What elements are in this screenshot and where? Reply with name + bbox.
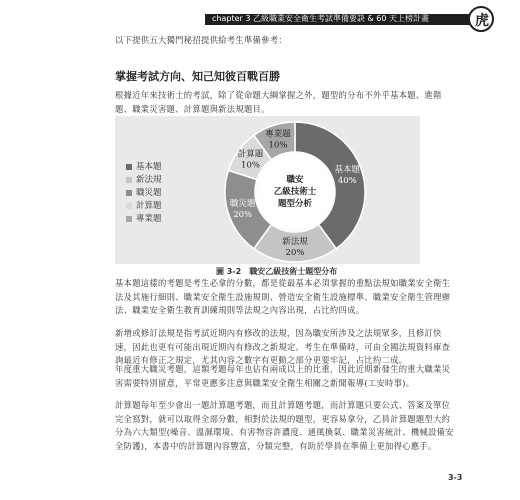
paragraph-calculation: 計算題每年至少會出一題計算題考題，而且計算題考題，而計算題只要公式、答案及單位完全寫對，就可以取得全部分數，相對於法規的題型，更容易拿分，乙員計算題題型大約分為六大類型(噪音、溫濕環境、有害物容許濃度、通風換氣、職業災害統計、機械設備安全防護)，本書中的計算題內容豐富，分類完整，有助於學員在準備上更加得心應手。 (115, 400, 454, 451)
chapter-title: chapter 3 乙級職業安全衛生考試準備要訣 & 60 天上榜計畫 (212, 14, 430, 23)
paragraph-question-types: 根據近年來技術士的考試，除了從命題大綱掌握之外，題型的分布不外乎基本題、進階題、職業災害題、計算題與新法規題目。 (115, 90, 442, 114)
intro-text: 以下提供五大獨門秘招提供給考生準備參考： (115, 35, 287, 45)
slice-value-label: 10% (241, 160, 260, 171)
donut-chart (115, 116, 420, 264)
slice-label: 基本題 (334, 165, 361, 176)
slice-label: 計算題 (237, 149, 264, 160)
legend-label: 基本題 (136, 162, 162, 172)
legend-label: 職災題 (136, 188, 162, 198)
donut-chart-panel (115, 116, 420, 264)
slice-value-label: 20% (233, 209, 253, 220)
slice-value-label: 40% (337, 176, 357, 187)
center-title-line: 乙級技術士 (273, 187, 317, 197)
legend-label: 新法規 (136, 175, 162, 185)
page-number: 3-3 (448, 473, 463, 482)
center-title-line: 職安 (286, 175, 304, 185)
slice-label: 職災題 (229, 198, 256, 209)
legend-label: 專業題 (136, 214, 162, 224)
slice-label: 新法規 (282, 237, 308, 247)
center-title-line: 題型分析 (277, 199, 313, 209)
slice-label: 專業題 (265, 129, 291, 140)
slice-value-label: 10% (268, 140, 288, 151)
paragraph-basic: 基本題這樣的考題是考生必拿的分數，都是從最基本必須掌握的重點法規如職業安全衛生法及其施行細則、職業安全衛生設施規則、營造安全衛生設施標準、職業安全衛生管理辦法、職業安全衛生教育訓練規則等法規之內容出現，占比約四成。 (115, 278, 451, 315)
legend-label: 計算題 (136, 201, 162, 211)
paragraph-new-law: 新增或修訂法規是指考試近期內有修改的法規，因為職安所涉及之法規眾多，且修訂快速，因此也更有可能出現近期內有修改之新規定。考生在準備時，可由全國法規資料庫查詢最近有修正之規定，尤其內容之數字有更動之部分更要牢記，占比約二成。 (115, 328, 451, 365)
slice-value-label: 20% (285, 248, 305, 258)
tiger-logo: 虎 (468, 6, 494, 32)
figure-caption: 圖 3-2 職安乙級技術士題型分布 (216, 267, 338, 276)
section-heading: 掌握考試方向、知己知彼百戰百勝 (115, 70, 280, 83)
paragraph-accident: 年度重大職災考題，這類考題每年也佔有兩成以上的比重，因此近期新發生的重大職業災害需要特別留意，平常更應多注意與職業安全衛生相關之新聞報導(工安時事)。 (115, 364, 451, 388)
